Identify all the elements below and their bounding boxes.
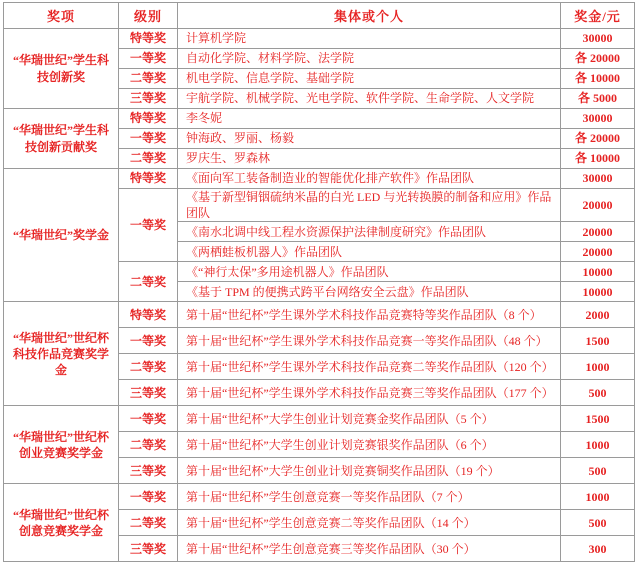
level-cell: 特等奖 xyxy=(119,169,178,189)
amount-cell: 各 10000 xyxy=(561,149,635,169)
amount-cell: 10000 xyxy=(561,282,635,302)
award-name-cell: “华瑞世纪”学生科技创新奖 xyxy=(4,29,119,109)
recipient-cell: 第十届“世纪杯”学生创意竞赛一等奖作品团队（7 个） xyxy=(178,484,561,510)
recipient-cell: 第十届“世纪杯”学生课外学术科技作品竞赛一等奖作品团队（48 个） xyxy=(178,328,561,354)
level-cell: 二等奖 xyxy=(119,262,178,302)
recipient-cell: 《两栖蛙板机器人》作品团队 xyxy=(178,242,561,262)
recipient-cell: 自动化学院、材料学院、法学院 xyxy=(178,49,561,69)
amount-cell: 20000 xyxy=(561,189,635,222)
recipient-cell: 《基于新型铜铟硫纳米晶的白光 LED 与光转换膜的制备和应用》作品团队 xyxy=(178,189,561,222)
level-cell: 二等奖 xyxy=(119,149,178,169)
recipient-cell: 计算机学院 xyxy=(178,29,561,49)
amount-cell: 各 20000 xyxy=(561,129,635,149)
amount-cell: 1500 xyxy=(561,328,635,354)
table-header-row xyxy=(4,3,635,29)
amount-cell: 500 xyxy=(561,380,635,406)
recipient-cell: 第十届“世纪杯”学生创意竞赛三等奖作品团队（30 个） xyxy=(178,536,561,562)
recipient-cell: 机电学院、信息学院、基础学院 xyxy=(178,69,561,89)
level-cell: 一等奖 xyxy=(119,189,178,262)
level-cell: 二等奖 xyxy=(119,510,178,536)
level-cell: 特等奖 xyxy=(119,109,178,129)
amount-cell: 1000 xyxy=(561,354,635,380)
award-name-cell: “华瑞世纪”世纪杯创业竞赛奖学金 xyxy=(4,406,119,484)
level-cell: 一等奖 xyxy=(119,328,178,354)
award-name-cell: “华瑞世纪”世纪杯创意竞赛奖学金 xyxy=(4,484,119,562)
level-cell: 二等奖 xyxy=(119,432,178,458)
level-cell: 一等奖 xyxy=(119,49,178,69)
recipient-cell: 第十届“世纪杯”学生课外学术科技作品竞赛三等奖作品团队（177 个） xyxy=(178,380,561,406)
amount-cell: 500 xyxy=(561,458,635,484)
table-row xyxy=(4,109,635,129)
level-cell: 一等奖 xyxy=(119,406,178,432)
amount-cell: 30000 xyxy=(561,29,635,49)
table-row xyxy=(4,406,635,432)
level-cell: 二等奖 xyxy=(119,69,178,89)
recipient-cell: 第十届“世纪杯”大学生创业计划竞赛银奖作品团队（6 个） xyxy=(178,432,561,458)
level-cell: 三等奖 xyxy=(119,380,178,406)
table-body xyxy=(4,29,635,562)
header-award-name: 奖项 xyxy=(4,3,119,29)
header-recipient: 集体或个人 xyxy=(178,3,561,29)
level-cell: 一等奖 xyxy=(119,129,178,149)
amount-cell: 20000 xyxy=(561,242,635,262)
amount-cell: 各 20000 xyxy=(561,49,635,69)
recipient-cell: 罗庆生、罗森林 xyxy=(178,149,561,169)
level-cell: 三等奖 xyxy=(119,458,178,484)
table-row xyxy=(4,29,635,49)
amount-cell: 1500 xyxy=(561,406,635,432)
level-cell: 一等奖 xyxy=(119,484,178,510)
header-amount: 奖金/元 xyxy=(561,3,635,29)
recipient-cell: 李冬妮 xyxy=(178,109,561,129)
amount-cell: 30000 xyxy=(561,169,635,189)
level-cell: 特等奖 xyxy=(119,302,178,328)
award-name-cell: “华瑞世纪”奖学金 xyxy=(4,169,119,302)
award-name-cell: “华瑞世纪”世纪杯科技作品竞赛奖学金 xyxy=(4,302,119,406)
recipient-cell: 宇航学院、机械学院、光电学院、软件学院、生命学院、人文学院 xyxy=(178,89,561,109)
level-cell: 二等奖 xyxy=(119,354,178,380)
recipient-cell: 第十届“世纪杯”学生课外学术科技作品竞赛特等奖作品团队（8 个） xyxy=(178,302,561,328)
recipient-cell: 第十届“世纪杯”学生课外学术科技作品竞赛二等奖作品团队（120 个） xyxy=(178,354,561,380)
level-cell: 特等奖 xyxy=(119,29,178,49)
amount-cell: 500 xyxy=(561,510,635,536)
recipient-cell: 《基于 TPM 的便携式跨平台网络安全云盘》作品团队 xyxy=(178,282,561,302)
recipient-cell: 第十届“世纪杯”大学生创业计划竞赛铜奖作品团队（19 个） xyxy=(178,458,561,484)
table-row xyxy=(4,302,635,328)
table-row xyxy=(4,484,635,510)
amount-cell: 30000 xyxy=(561,109,635,129)
awards-table xyxy=(3,2,635,562)
recipient-cell: 《“神行太保”多用途机器人》作品团队 xyxy=(178,262,561,282)
amount-cell: 10000 xyxy=(561,262,635,282)
amount-cell: 20000 xyxy=(561,222,635,242)
recipient-cell: 钟海政、罗丽、杨毅 xyxy=(178,129,561,149)
amount-cell: 300 xyxy=(561,536,635,562)
table-row xyxy=(4,169,635,189)
recipient-cell: 《南水北调中线工程水资源保护法律制度研究》作品团队 xyxy=(178,222,561,242)
amount-cell: 各 10000 xyxy=(561,69,635,89)
level-cell: 三等奖 xyxy=(119,536,178,562)
amount-cell: 各 5000 xyxy=(561,89,635,109)
amount-cell: 1000 xyxy=(561,484,635,510)
recipient-cell: 第十届“世纪杯”学生创意竞赛二等奖作品团队（14 个） xyxy=(178,510,561,536)
amount-cell: 1000 xyxy=(561,432,635,458)
recipient-cell: 《面向军工装备制造业的智能优化排产软件》作品团队 xyxy=(178,169,561,189)
award-name-cell: “华瑞世纪”学生科技创新贡献奖 xyxy=(4,109,119,169)
amount-cell: 2000 xyxy=(561,302,635,328)
level-cell: 三等奖 xyxy=(119,89,178,109)
recipient-cell: 第十届“世纪杯”大学生创业计划竞赛金奖作品团队（5 个） xyxy=(178,406,561,432)
header-level: 级别 xyxy=(119,3,178,29)
